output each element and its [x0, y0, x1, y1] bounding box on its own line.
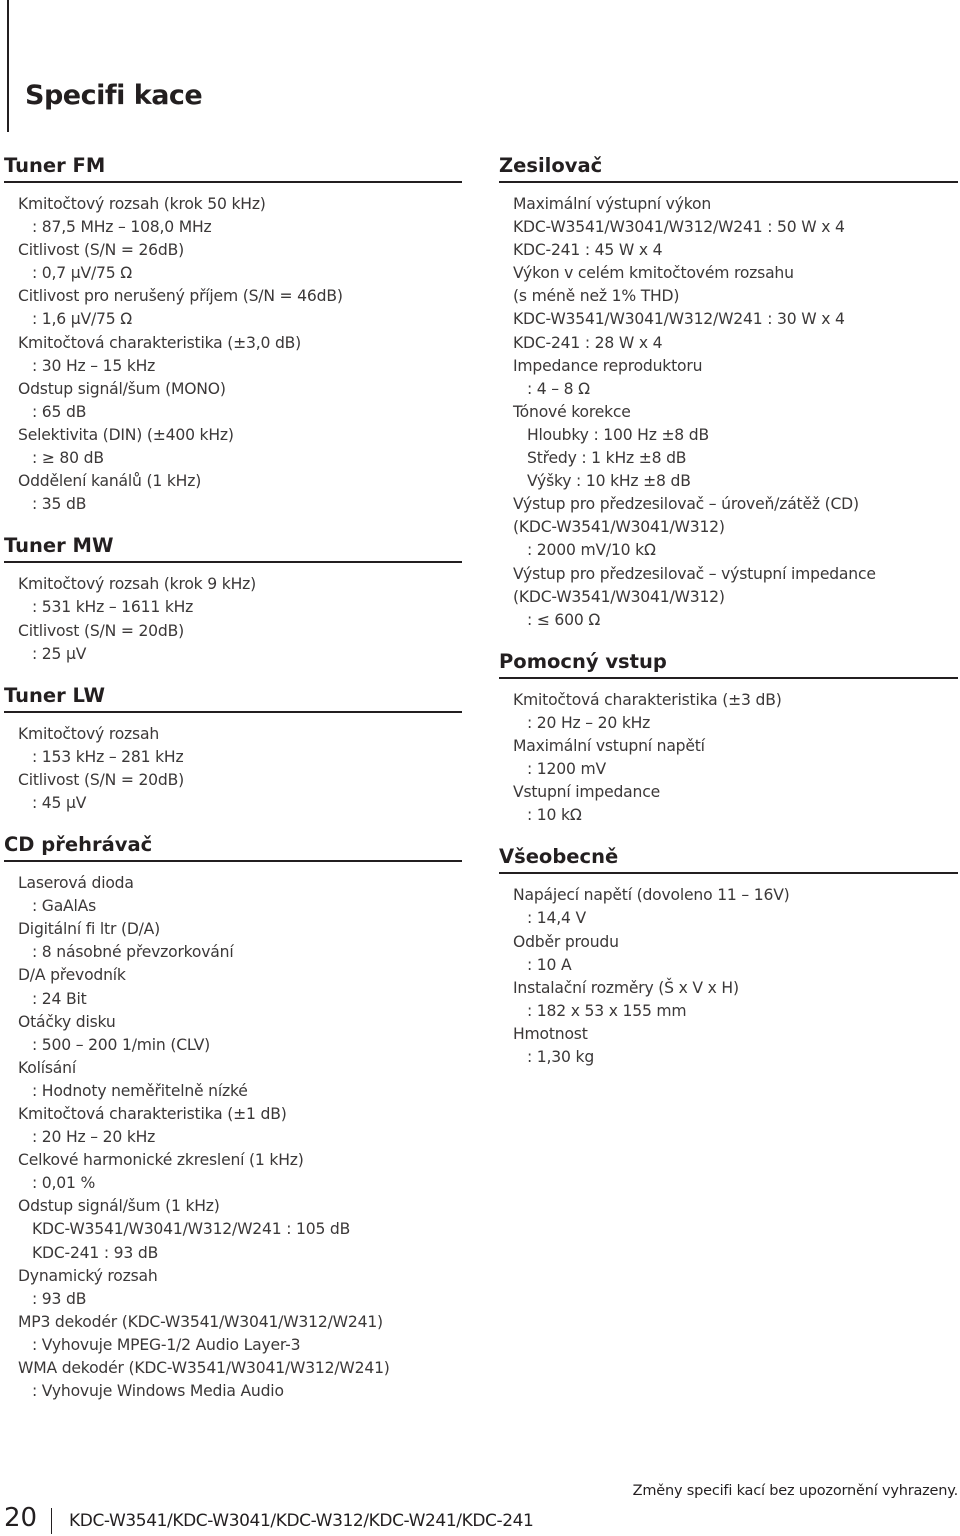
footer-note: Změny specifi kací bez upozornění vyhrazeny. [632, 1483, 958, 1499]
spec-value: : 4 – 8 Ω [527, 379, 590, 398]
spec-value: : 0,7 μV/75 Ω [32, 264, 132, 283]
spec-label: Odstup signál/šum (MONO) [18, 379, 226, 398]
section-title: Pomocný vstup [499, 646, 958, 679]
spec-value: : 87,5 MHz – 108,0 MHz [32, 218, 212, 237]
spec-value: : GaAlAs [32, 897, 97, 916]
page-number: 20 [4, 1503, 38, 1533]
spec-label: Výkon v celém kmitočtovém rozsahu [513, 264, 794, 283]
spec-value: : 2000 mV/10 kΩ [527, 541, 656, 560]
spec-value: : 35 dB [32, 495, 87, 514]
spec-label: Hmotnost [513, 1024, 588, 1043]
spec-value: KDC-241 : 93 dB [32, 1243, 159, 1262]
spec-value: : 20 Hz – 20 kHz [527, 713, 651, 732]
footer-models: KDC-W3541/KDC-W3041/KDC-W312/KDC-W241/KDC-241 [69, 1511, 534, 1531]
spec-label: Citlivost pro nerušený příjem (S/N = 46dB) [18, 287, 343, 306]
section-title: Všeobecně [499, 841, 958, 874]
section-title: Tuner FM [4, 150, 462, 183]
spec-section-pomocny-vstup [499, 646, 958, 828]
spec-value: : 10 A [527, 955, 572, 974]
spec-label: Kmitočtová charakteristika (±1 dB) [18, 1105, 287, 1123]
spec-value: Hloubky : 100 Hz ±8 dB [527, 425, 709, 444]
spec-label: Selektivita (DIN) (±400 kHz) [18, 425, 234, 444]
spec-label: Vstupní impedance [513, 783, 660, 802]
spec-value: : 500 – 200 1/min (CLV) [32, 1035, 211, 1054]
spec-section-cd-prehravac [4, 829, 462, 1403]
spec-label: Kmitočtová charakteristika (±3,0 dB) [18, 333, 302, 352]
spec-label: Kmitočtový rozsah [18, 724, 160, 743]
spec-value: : 93 dB [32, 1289, 87, 1308]
section-title: Tuner LW [4, 680, 462, 713]
spec-value: : 20 Hz – 20 kHz [32, 1128, 156, 1147]
spec-label: Maximální výstupní výkon [513, 195, 712, 213]
spec-label: Maximální vstupní napětí [513, 736, 705, 755]
section-title: CD přehrávač [4, 829, 462, 862]
margin-rule [7, 0, 9, 132]
spec-section-tuner-fm [4, 150, 462, 516]
footer-divider [51, 1508, 52, 1534]
section-title: Tuner MW [4, 530, 462, 563]
spec-label: Dynamický rozsah [18, 1266, 158, 1285]
spec-section-vseobecne [499, 841, 958, 1069]
spec-label: MP3 dekodér (KDC-W3541/W3041/W312/W241) [18, 1312, 383, 1331]
spec-section-tuner-lw [4, 680, 462, 815]
spec-label: (s méně než 1% THD) [513, 287, 680, 306]
spec-value: : 10 kΩ [527, 806, 582, 825]
spec-label: Tónové korekce [513, 402, 631, 421]
spec-label: Digitální fi ltr (D/A) [18, 920, 161, 939]
spec-value: : 25 μV [32, 644, 87, 663]
section-title: Zesilovač [499, 150, 958, 183]
spec-label: Výstup pro předzesilovač – úroveň/zátěž (CD) [513, 495, 859, 514]
spec-value: : 0,01 % [32, 1174, 96, 1193]
spec-value: : 14,4 V [527, 909, 586, 928]
spec-label: Instalační rozměry (Š x V x H) [513, 978, 739, 997]
spec-label: Celkové harmonické zkreslení (1 kHz) [18, 1151, 304, 1170]
spec-label: Laserová dioda [18, 874, 134, 893]
spec-label: (KDC-W3541/W3041/W312) [513, 587, 725, 606]
spec-label: KDC-241 : 45 W x 4 [513, 241, 663, 260]
spec-section-tuner-mw [4, 530, 462, 665]
spec-section-zesilovac [499, 150, 958, 632]
spec-value: : 24 Bit [32, 989, 87, 1008]
spec-label: KDC-W3541/W3041/W312/W241 : 30 W x 4 [513, 310, 845, 329]
spec-label: Citlivost (S/N = 20dB) [18, 770, 184, 789]
spec-label: Odstup signál/šum (1 kHz) [18, 1197, 220, 1216]
spec-value: : 1,6 μV/75 Ω [32, 310, 132, 329]
spec-label: (KDC-W3541/W3041/W312) [513, 518, 725, 537]
spec-value: : Hodnoty neměřitelně nízké [32, 1081, 248, 1100]
spec-label: Oddělení kanálů (1 kHz) [18, 472, 202, 491]
spec-label: KDC-W3541/W3041/W312/W241 : 50 W x 4 [513, 218, 845, 237]
spec-value: : 30 Hz – 15 kHz [32, 356, 156, 375]
spec-value: : 65 dB [32, 402, 87, 421]
spec-value: : 8 násobné převzorkování [32, 943, 234, 962]
spec-label: Napájecí napětí (dovoleno 11 – 16V) [513, 886, 790, 905]
spec-value: : ≤ 600 Ω [527, 610, 601, 629]
spec-label: Kolísání [18, 1058, 76, 1077]
spec-value: : 182 x 53 x 155 mm [527, 1001, 687, 1020]
spec-label: WMA dekodér (KDC-W3541/W3041/W312/W241) [18, 1359, 390, 1378]
right-column [499, 150, 958, 1083]
spec-label: D/A převodník [18, 966, 126, 985]
spec-value: : 45 μV [32, 793, 87, 812]
spec-value: : 1,30 kg [527, 1048, 595, 1066]
spec-value: : Vyhovuje MPEG-1/2 Audio Layer-3 [32, 1335, 301, 1354]
spec-label: Kmitočtová charakteristika (±3 dB) [513, 690, 782, 709]
spec-value: : 153 kHz – 281 kHz [32, 747, 184, 766]
spec-value: : ≥ 80 dB [32, 449, 104, 468]
spec-label: KDC-241 : 28 W x 4 [513, 333, 663, 352]
left-column [4, 150, 462, 1417]
spec-label: Impedance reproduktoru [513, 356, 703, 375]
spec-label: Kmitočtový rozsah (krok 9 kHz) [18, 575, 256, 594]
spec-label: Výstup pro předzesilovač – výstupní impedance [513, 564, 876, 583]
spec-value: Středy : 1 kHz ±8 dB [527, 449, 687, 468]
spec-label: Citlivost (S/N = 26dB) [18, 241, 184, 260]
spec-label: Odběr proudu [513, 932, 619, 951]
spec-value: : Vyhovuje Windows Media Audio [32, 1382, 284, 1401]
spec-label: Citlivost (S/N = 20dB) [18, 621, 184, 640]
spec-value: Výšky : 10 kHz ±8 dB [527, 472, 691, 491]
page-title: Specifi kace [25, 80, 203, 111]
spec-value: : 1200 mV [527, 760, 606, 779]
spec-label: Kmitočtový rozsah (krok 50 kHz) [18, 195, 266, 213]
spec-value: KDC-W3541/W3041/W312/W241 : 105 dB [32, 1220, 351, 1239]
spec-value: : 531 kHz – 1611 kHz [32, 598, 194, 617]
spec-label: Otáčky disku [18, 1012, 116, 1031]
